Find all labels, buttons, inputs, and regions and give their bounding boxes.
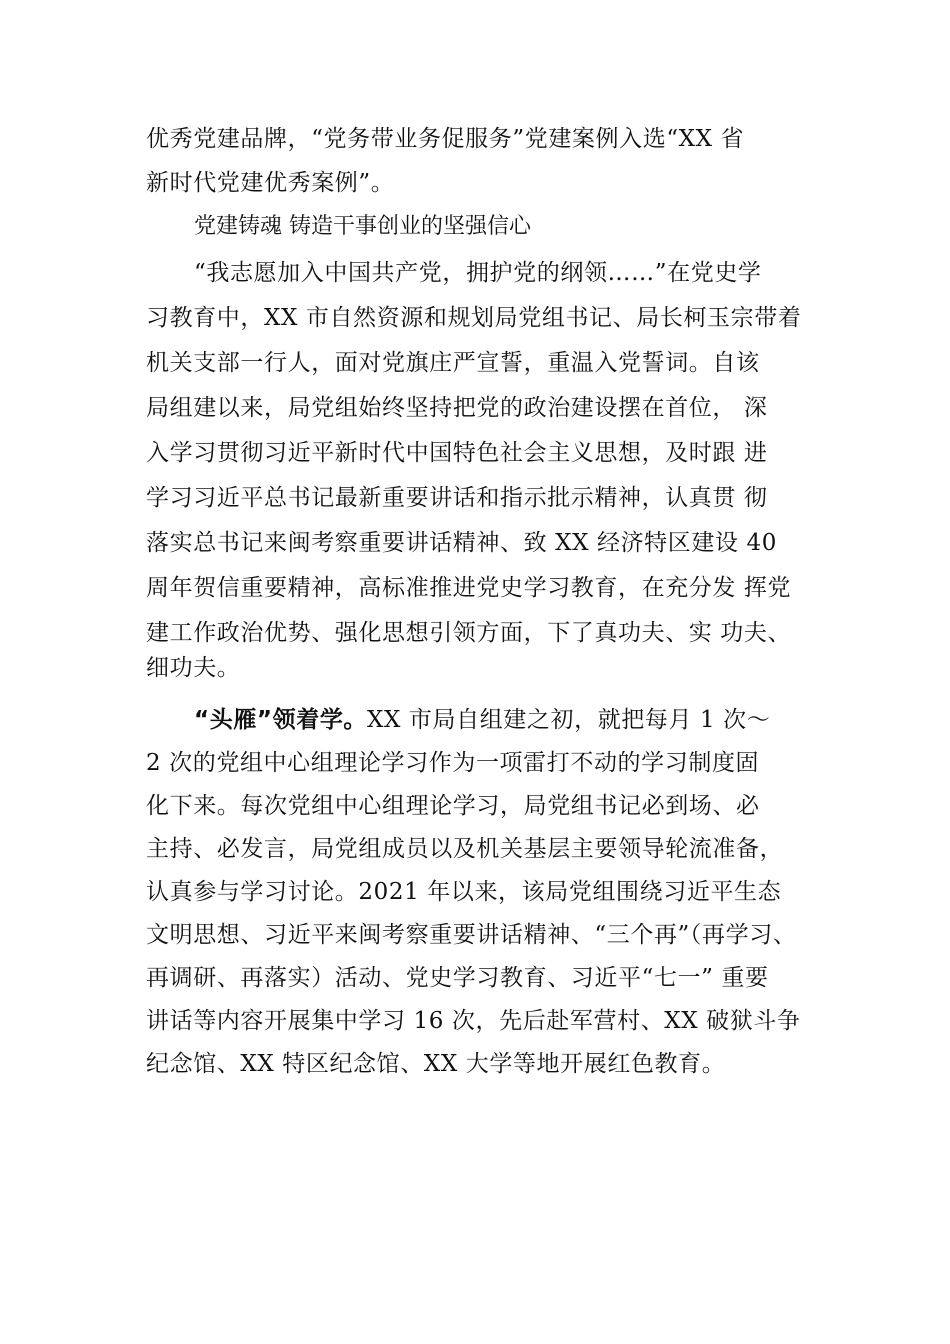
para2-line-1: [194, 705, 884, 735]
para1-line-5: 入学习贯彻习近平新时代中国特色社会主义思想，及时跟 进: [146, 440, 768, 466]
para2-bold-lead: “头雁”领着学。: [194, 707, 368, 733]
section-heading: 党建铸魂 铸造干事创业的坚强信心: [194, 214, 531, 239]
para1-line-2: 习教育中，XX 市自然资源和规划局党组书记、局长柯玉宗带着: [146, 305, 802, 331]
para2-line-4: 主持、必发言，局党组成员以及机关基层主要领导轮流准备，: [146, 836, 784, 862]
para2-line-6: 文明思想、习近平来闽考察重要讲话精神、“三个再”（再学习、: [146, 922, 797, 948]
para2-line-2: 2 次的党组中心组理论学习作为一项雷打不动的学习制度固: [146, 750, 760, 776]
para1-line-9: 建工作政治优势、强化思想引领方面，下了真功夫、实 功夫、: [146, 620, 792, 646]
para2-line-5: 认真参与学习讨论。2021 年以来，该局党组围绕习近平生态: [146, 879, 782, 905]
para2-line-9: 纪念馆、XX 特区纪念馆、XX 大学等地开展红色教育。: [146, 1051, 726, 1077]
para1-line-4: 局组建以来，局党组始终坚持把党的政治建设摆在首位， 深: [146, 395, 768, 421]
para1-line-10: 细功夫。: [146, 655, 241, 681]
para2-line-7: 再调研、再落实）活动、党史学习教育、习近平“七一” 重要: [146, 965, 769, 991]
para1-line-3: 机关支部一行人，面对党旗庄严宣誓，重温入党誓词。自该: [146, 350, 760, 376]
para2-line-8: 讲话等内容开展集中学习 16 次，先后赴军营村、XX 破狱斗争: [146, 1008, 801, 1034]
para1-line-7: 落实总书记来闽考察重要讲话精神、致 XX 经济特区建设 40: [146, 530, 777, 556]
para2-line-3: 化下来。每次党组中心组理论学习，局党组书记必到场、必: [146, 793, 760, 819]
para1-line-8: 周年贺信重要精神，高标准推进党史学习教育，在充分发 挥党: [146, 575, 792, 601]
para2-first-rest: XX 市局自组建之初，就把每月 1 次～: [367, 707, 771, 733]
intro-line-1: 优秀党建品牌，“党务带业务促服务”党建案例入选“XX 省: [146, 126, 745, 152]
intro-line-2: 新时代党建优秀案例”。: [146, 170, 395, 196]
para1-line-6: 学习习近平总书记最新重要讲话和指示批示精神，认真贯 彻: [146, 485, 768, 511]
para1-line-1: “我志愿加入中国共产党，拥护党的纲领……”在党史学: [194, 260, 762, 286]
